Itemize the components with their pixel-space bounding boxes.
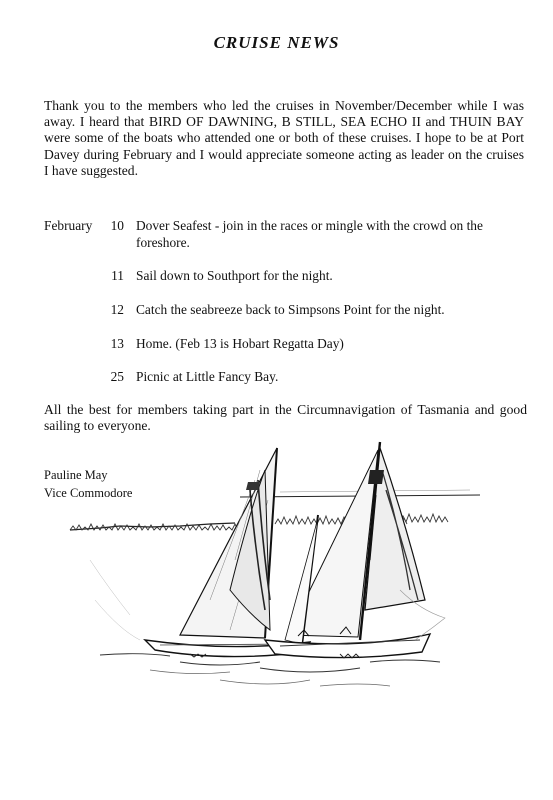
schedule-day: 13 <box>110 336 124 351</box>
signature-name: Pauline May <box>44 468 108 482</box>
schedule-text: Sail down to Southport for the night. <box>136 268 333 283</box>
schedule-text: Picnic at Little Fancy Bay. <box>136 369 279 384</box>
page-title: CRUISE NEWS <box>213 33 340 52</box>
schedule-day: 10 <box>110 218 124 233</box>
schedule-day: 25 <box>110 369 124 384</box>
schedule-month: February <box>44 218 93 233</box>
schedule-text: Home. (Feb 13 is Hobart Regatta Day) <box>136 336 344 351</box>
schedule-text: Dover Seafest - join in the races or mingle with the crowd on the foreshore. <box>136 218 483 250</box>
schedule-text: Catch the seabreeze back to Simpsons Point for the night. <box>136 302 445 317</box>
sailboats-sketch-icon <box>60 440 480 700</box>
intro-paragraph: Thank you to the members who led the cruises in November/December while I was away. I heard that BIRD OF DAWNING, B STILL, SEA ECHO II and THUIN BAY were some of the boats who attended one or both of these cruises. I hope to be at Port Davey during February and I would appreciate someone acting as leader on the cruises I have suggested. <box>44 98 524 178</box>
signature-role: Vice Commodore <box>44 486 133 500</box>
closing-paragraph: All the best for members taking part in the Circumnavigation of Tasmania and good sailing to everyone. <box>44 402 527 434</box>
schedule-day: 12 <box>110 302 124 317</box>
schedule-day: 11 <box>111 268 124 283</box>
